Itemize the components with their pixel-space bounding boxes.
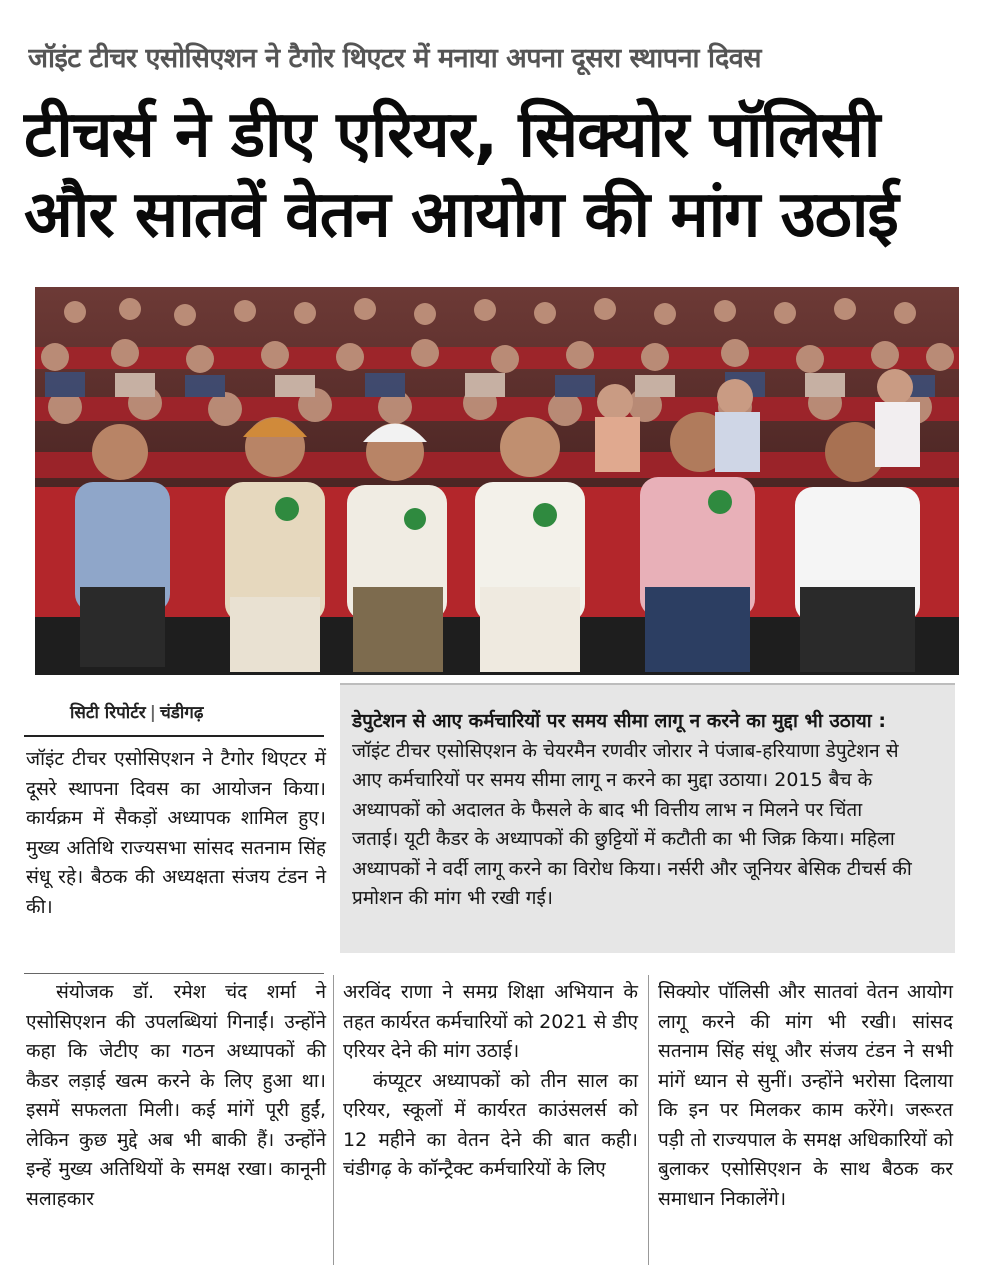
column-divider-2 — [648, 975, 649, 1265]
byline-separator: | — [149, 703, 156, 723]
byline-place: चंडीगढ़ — [159, 703, 204, 723]
column-1-paragraph-1: जॉइंट टीचर एसोसिएशन ने टैगोर थिएटर में दूसरे स्थापना दिवस का आयोजन किया। कार्यक्रम में सैकड़ों अध्यापक शामिल हुए। मुख्य अतिथि राज्यसभा सांसद सतनाम सिंह संधू रहे। बैठक की अध्यक्षता संजय टंडन ने की। — [26, 748, 326, 918]
article-headline — [24, 95, 964, 255]
byline-name: सिटी रिपोर्टर — [70, 703, 146, 723]
headline-line-2: और सातवें वेतन आयोग की मांग उठाई — [24, 178, 898, 252]
column-1-intro — [26, 745, 326, 922]
sidebar-heading: डेपुटेशन से आए कर्मचारियों पर समय सीमा लागू न करने का मुद्दा भी उठाया : — [352, 710, 886, 732]
byline — [70, 700, 320, 723]
column-1-divider — [24, 973, 324, 974]
audience-photo-illustration — [35, 287, 959, 675]
column-2-paragraph-1: अरविंद राणा ने समग्र शिक्षा अभियान के तहत कार्यरत कर्मचारियों को 2021 से डीए एरियर देने की मांग उठाई। — [343, 981, 638, 1062]
byline-rule — [24, 735, 324, 737]
column-3 — [658, 978, 953, 1214]
column-2 — [343, 978, 638, 1185]
headline-line-1: टीचर्स ने डीए एरियर, सिक्योर पॉलिसी — [24, 98, 880, 172]
column-1-body — [26, 978, 326, 1214]
event-photo — [35, 287, 959, 675]
sidebar-body: जॉइंट टीचर एसोसिएशन के चेयरमैन रणवीर जोरार ने पंजाब-हरियाणा डेपुटेशन से आए कर्मचारियों पर समय सीमा लागू न करने का मुद्दा उठाया। 2015 बैच के अध्यापकों को अदालत के फैसले के बाद भी वित्तीय लाभ न मिलने पर चिंता जताई। यूटी कैडर के अध्यापकों की छुट्टियों में कटौती का भी जिक्र किया। महिला अध्यापकों ने वर्दी लागू करने का विरोध किया। नर्सरी और जूनियर बेसिक टीचर्स की प्रमोशन की मांग भी रखी गई। — [352, 739, 912, 909]
column-divider-1 — [333, 975, 334, 1265]
column-3-paragraph-1: सिक्योर पॉलिसी और सातवां वेतन आयोग लागू करने की मांग भी रखी। सांसद सतनाम सिंह संधू और संजय टंडन ने सभी मांगें ध्यान से सुनीं। उन्होंने भरोसा दिलाया कि इन पर मिलकर काम करेंगे। जरूरत पड़ी तो राज्यपाल के समक्ष अधिकारियों को बुलाकर एसोसिएशन के साथ बैठक कर समाधान निकालेंगे। — [658, 981, 953, 1210]
sidebar-content — [352, 707, 912, 914]
column-1-paragraph-2: संयोजक डॉ. रमेश चंद शर्मा ने एसोसिएशन की उपलब्धियां गिनाईं। उन्होंने कहा कि जेटीए का गठन अध्यापकों की कैडर लड़ाई खत्म करने के लिए हुआ था। इसमें सफलता मिली। कई मांगें पूरी हुईं, लेकिन कुछ मुद्दे अब भी बाकी हैं। उन्होंने इन्हें मुख्य अतिथियों के समक्ष रखा। कानूनी सलाहकार — [26, 981, 326, 1210]
sidebar-box — [340, 683, 955, 953]
article-kicker: जॉइंट टीचर एसोसिएशन ने टैगोर थिएटर में मनाया अपना दूसरा स्थापना दिवस — [28, 43, 762, 74]
column-2-paragraph-2: कंप्यूटर अध्यापकों को तीन साल का एरियर, स्कूलों में कार्यरत काउंसलर्स को 12 महीने का वेतन देने की बात कही। चंडीगढ़ के कॉन्ट्रैक्ट कर्मचारियों के लिए — [343, 1069, 638, 1180]
